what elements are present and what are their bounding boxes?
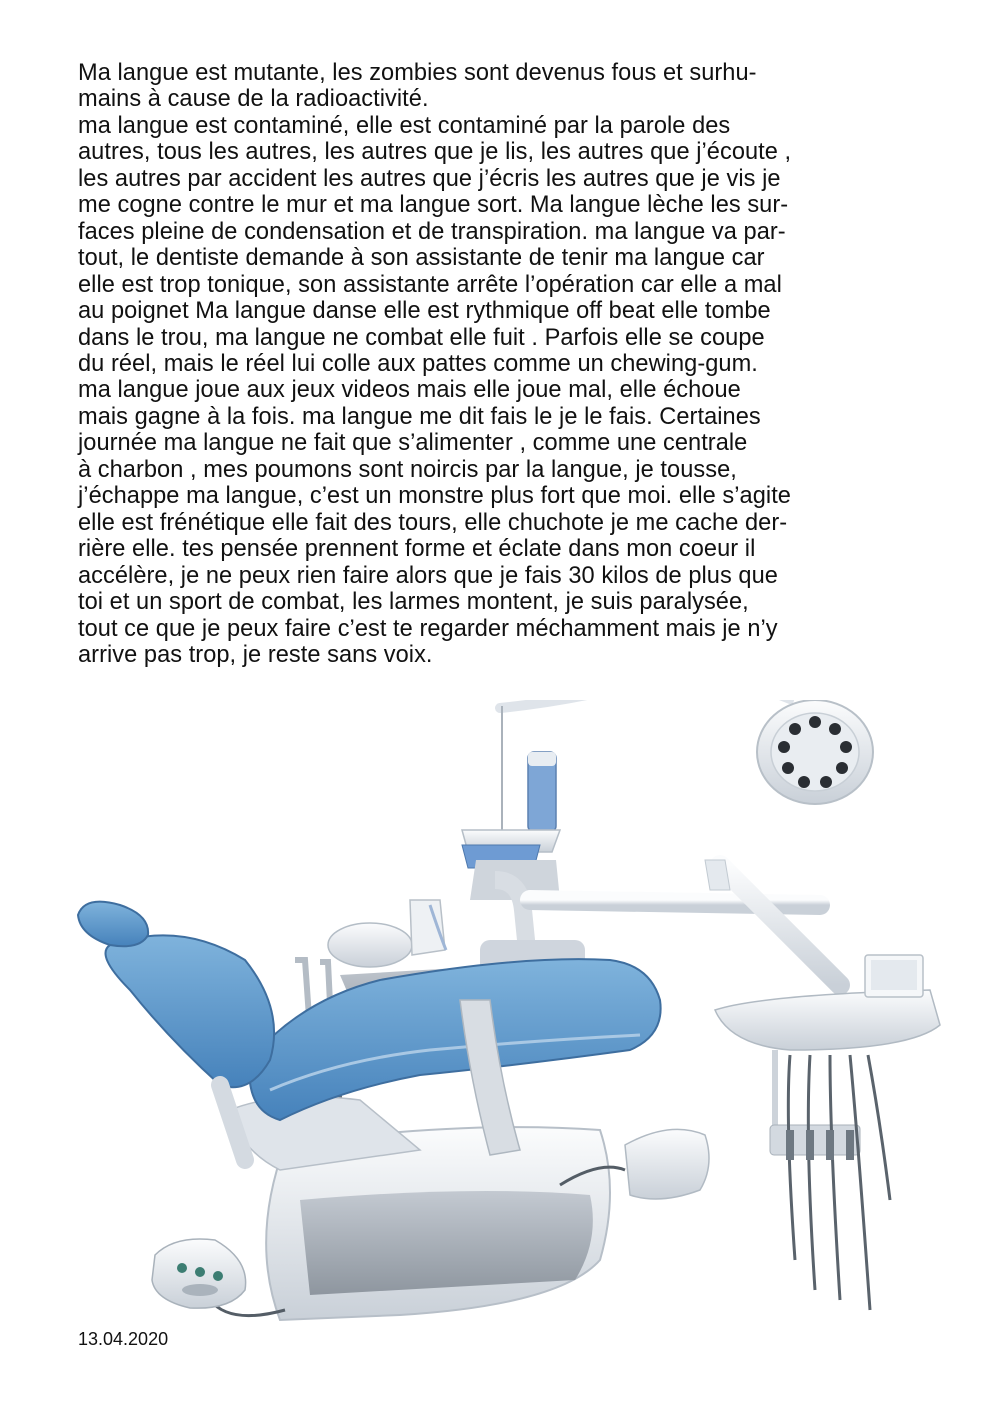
text-line: tout ce que je peux faire c’est te regarder méchamment mais je n’y <box>78 615 778 642</box>
text-line: ma langue joue aux jeux videos mais elle joue mal, elle échoue <box>78 377 741 404</box>
dental-chair-illustration <box>0 700 1000 1360</box>
foot-pedal <box>152 1239 246 1308</box>
chair-base <box>230 1097 610 1320</box>
text-line: les autres par accident les autres que j’écris les autres que je vis je <box>78 165 781 192</box>
body-text <box>78 60 958 668</box>
text-line: me cogne contre le mur et ma langue sort. Ma langue lèche les sur- <box>78 192 789 219</box>
text-line: arrive pas trop, je reste sans voix. <box>78 641 433 668</box>
text-line: journée ma langue ne fait que s’alimenter , comme une centrale <box>78 430 748 457</box>
operating-lamp <box>757 700 873 804</box>
text-line: du réel, mais le réel lui colle aux pattes comme un chewing-gum. <box>78 350 758 377</box>
document-date: 13.04.2020 <box>78 1329 169 1349</box>
text-line: rière elle. tes pensée prennent forme et éclate dans mon coeur il <box>78 536 756 563</box>
text-line: Ma langue est mutante, les zombies sont devenus fous et surhu- <box>78 60 757 86</box>
text-line: autres, tous les autres, les autres que je lis, les autres que j’écoute , <box>78 139 792 166</box>
text-line: à charbon , mes poumons sont noircis par la langue, je tousse, <box>78 456 737 483</box>
chair-seat <box>249 959 660 1120</box>
text-line: mais gagne à la fois. ma langue me dit fais le je le fais. Certaines <box>78 403 761 430</box>
text-line: toi et un sport de combat, les larmes montent, je suis paralysée, <box>78 589 749 616</box>
text-line: elle est trop tonique, son assistante arrête l’opération car elle a mal <box>78 271 782 298</box>
text-line: au poignet Ma langue danse elle est rythmique off beat elle tombe <box>78 298 771 325</box>
text-line: mains à cause de la radioactivité. <box>78 86 429 113</box>
text-line: accélère, je ne peux rien faire alors que je fais 30 kilos de plus que <box>78 562 778 589</box>
text-line: elle est frénétique elle fait des tours, elle chuchote je me cache der- <box>78 509 788 536</box>
text-line: j’échappe ma langue, c’est un monstre plus fort que moi. elle s’agite <box>78 483 791 510</box>
text-line: tout, le dentiste demande à son assistante de tenir ma langue car <box>78 245 765 272</box>
instrument-tray <box>715 955 940 1310</box>
water-cup-unit <box>462 752 560 868</box>
text-line: ma langue est contaminé, elle est contaminé par la parole des <box>78 112 731 139</box>
text-line: dans le trou, ma langue ne combat elle fuit . Parfois elle se coupe <box>78 324 765 351</box>
text-line: faces pleine de condensation et de transpiration. ma langue va par- <box>78 218 786 245</box>
